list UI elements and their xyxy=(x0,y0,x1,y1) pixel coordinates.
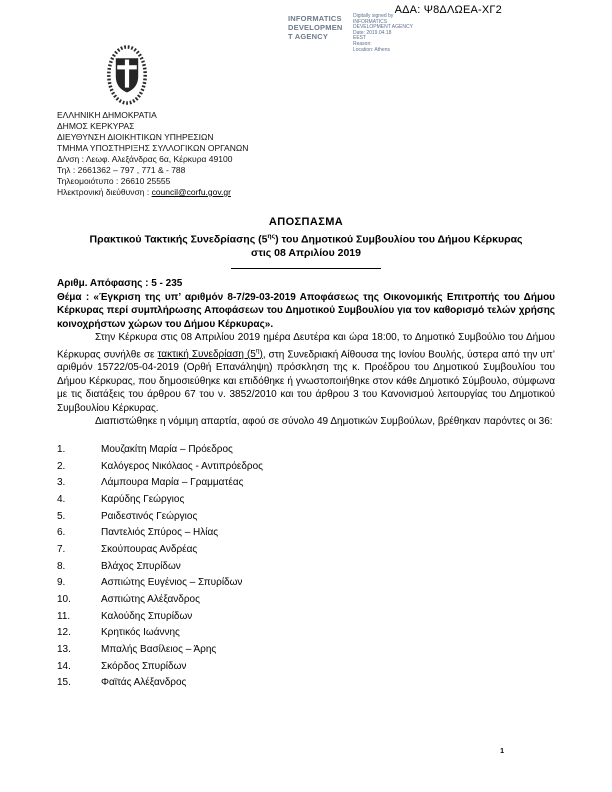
org-phone: Τηλ : 2661362 – 797 , 771 & - 788 xyxy=(57,165,186,175)
org-email-label: Ηλεκτρονική διεύθυνση : xyxy=(57,187,152,197)
attendee-number: 9. xyxy=(57,577,66,589)
paragraph-segment: ) xyxy=(259,348,263,360)
decision-subject: Θέμα : «Έγκριση της υπ’ αριθμόν 8-7/29-03-2019 Αποφάσεως της Οικονομικής Επιτροπής του Δήμου Κέρκυρας περί συμπλήρωσης Αποφάσεων του Δημοτικού Συμβουλίου για τον καθορισμό τελών χρήσης κοινοχρήστων χώρων του Δήμου Κέρκυρας». xyxy=(57,291,555,330)
page-number: 1 xyxy=(500,748,504,755)
attendee-row xyxy=(57,560,555,574)
attendee-number: 6. xyxy=(57,527,66,539)
signature-detail-line: DEVELOPMENT AGENCY xyxy=(353,24,413,31)
paragraph-session-intro xyxy=(57,331,555,415)
attendee-number: 3. xyxy=(57,477,66,489)
org-line-municipality: ΔΗΜΟΣ ΚΕΡΚΥΡΑΣ xyxy=(57,121,135,131)
session-title-line xyxy=(57,230,555,247)
attendee-number: 11. xyxy=(57,610,71,622)
attendee-number: 15. xyxy=(57,677,71,689)
attendee-name: Ασπιώτης Ευγένιος – Σπυρίδων xyxy=(101,577,243,589)
attendee-name: Σκόρδος Σπυρίδων xyxy=(101,660,187,672)
attendee-name: Σκούπουρας Ανδρέας xyxy=(101,543,198,555)
signature-agency-line: INFORMATICS xyxy=(288,14,342,23)
paragraph-segment: , στη Συνεδριακή Αίθουσα της Ιονίου Βουλής, ύστερα από την υπ’ αριθμόν 15722/05-04-2019 (Ορθή Επανάληψη) πρόσκληση της κ. Προέδρου του Δημοτικού Συμβουλίου του Δήμου Κέρκυρας, που δημοσιεύθηκε και επιδόθηκε ή γνωστοποιήθηκε στον κάθε Δημοτικό Σύμβουλο, σύμφωνα με τις διατάξεις του άρθρου 67 του ν. 3852/2010 και του άρθρου 3 του Κανονισμού λειτουργίας του Δημοτικού Συμβουλίου Κέρκυρας. xyxy=(57,348,556,414)
hellenic-republic-emblem-icon xyxy=(106,44,148,106)
attendee-name: Ραιδεστινός Γεώργιος xyxy=(101,510,198,522)
attendee-row xyxy=(57,660,555,674)
attendee-number: 14. xyxy=(57,660,71,672)
org-address: Δ/νση : Λεωφ. Αλεξάνδρας 6α, Κέρκυρα 49100 xyxy=(57,154,233,164)
attendee-number: 5. xyxy=(57,510,66,522)
attendee-row xyxy=(57,643,555,657)
attendee-number: 2. xyxy=(57,460,66,472)
decision-number: Αριθμ. Απόφασης : 5 - 235 xyxy=(57,278,183,289)
attendee-number: 12. xyxy=(57,627,71,639)
attendee-name: Βλάχος Σπυρίδων xyxy=(101,560,181,572)
signature-detail-line: Reason: xyxy=(353,40,372,47)
org-email-link[interactable]: council@corfu.gov.gr xyxy=(151,187,231,197)
attendee-row xyxy=(57,626,555,640)
letterhead xyxy=(57,110,248,198)
attendee-name: Φαϊτάς Αλέξανδρος xyxy=(101,677,187,689)
attendee-number: 4. xyxy=(57,493,66,505)
attendee-number: 10. xyxy=(57,594,71,606)
digital-signature-stamp xyxy=(288,14,413,53)
attendee-row xyxy=(57,593,555,607)
attendee-row xyxy=(57,576,555,590)
org-line-republic: ΕΛΛΗΝΙΚΗ ΔΗΜΟΚΡΑΤΙΑ xyxy=(57,110,157,120)
attendee-name: Ασπιώτης Αλέξανδρος xyxy=(101,594,200,606)
session-title-pre: Πρακτικού Τακτικής Συνεδρίασης (5 xyxy=(89,233,268,245)
attendee-number: 1. xyxy=(57,443,66,455)
document-title: ΑΠΟΣΠΑΣΜΑ xyxy=(268,216,344,228)
attendee-name: Μουζακίτη Μαρία – Πρόεδρος xyxy=(101,443,233,455)
attendee-name: Παντελιός Σπύρος – Ηλίας xyxy=(101,527,219,539)
signature-detail-line: Digitally signed by xyxy=(353,13,394,19)
signature-detail-line: INFORMATICS xyxy=(353,18,388,25)
attendee-name: Μπαλής Βασίλειος – Άρης xyxy=(101,644,217,656)
title-divider xyxy=(231,268,381,269)
attendee-row xyxy=(57,476,555,490)
attendee-row xyxy=(57,493,555,507)
attendee-row xyxy=(57,526,555,540)
attendee-number: 8. xyxy=(57,560,66,572)
underlined-session-phrase xyxy=(158,349,263,360)
paragraph-segment: Στην Κέρκυρα στις 08 Απριλίου 2019 ημέρα Δευτέρα και ώρα 18:00, το Δημοτικό Συμβούλιο του Δήμου Κέρκυρας συνήλθε σε xyxy=(57,332,555,360)
attendee-name: Καλούδης Σπυρίδων xyxy=(101,610,193,622)
attendee-row xyxy=(57,543,555,557)
paragraph-quorum: Διαπιστώθηκε η νόμιμη απαρτία, αφού σε σύνολο 49 Δημοτικών Συμβούλων, βρέθηκαν παρόντες οι 36: xyxy=(95,416,553,428)
session-title-sup: ης xyxy=(267,232,276,240)
attendee-row xyxy=(57,610,555,624)
document-body xyxy=(57,216,555,693)
attendee-list xyxy=(57,443,555,690)
session-date-line: στις 08 Απριλίου 2019 xyxy=(251,246,361,259)
session-title-post: ) του Δημοτικού Συμβουλίου του Δήμου Κέρκυρας xyxy=(275,233,523,245)
attendee-row xyxy=(57,676,555,690)
attendee-row xyxy=(57,460,555,474)
signature-agency-name xyxy=(288,14,346,53)
org-line-department: ΤΜΗΜΑ ΥΠΟΣΤΗΡΙΞΗΣ ΣΥΛΛΟΓΙΚΩΝ ΟΡΓΑΝΩΝ xyxy=(57,143,249,153)
paragraph-segment: τακτική Συνεδρίαση (5 xyxy=(157,348,256,360)
signature-detail-line: EEST xyxy=(353,35,367,42)
signature-agency-line: T AGENCY xyxy=(288,32,329,41)
signature-detail-line: Location: Athens xyxy=(353,46,390,53)
org-email-line xyxy=(57,187,248,198)
attendee-name: Καρύδης Γεώργιος xyxy=(101,493,185,505)
org-line-directorate: ΔΙΕΥΘΥΝΣΗ ΔΙΟΙΚΗΤΙΚΩΝ ΥΠΗΡΕΣΙΩΝ xyxy=(57,132,214,142)
attendee-row xyxy=(57,443,555,457)
signature-detail-line: Date: 2019.04.18 xyxy=(353,29,392,36)
attendee-name: Καλόγερος Νικόλαος - Αντιπρόεδρος xyxy=(101,460,263,472)
attendee-number: 13. xyxy=(57,644,71,656)
attendee-name: Λάμπουρα Μαρία – Γραμματέας xyxy=(101,477,244,489)
attendee-name: Κρητικός Ιωάννης xyxy=(101,627,180,639)
attendee-number: 7. xyxy=(57,543,66,555)
ada-code: ΑΔΑ: Ψ8ΔΛΩΕΑ-ΧΓ2 xyxy=(394,4,502,16)
signature-agency-line: DEVELOPMEN xyxy=(288,23,343,32)
paragraph-segment-sup: η xyxy=(255,347,260,355)
attendee-row xyxy=(57,510,555,524)
signature-details xyxy=(353,14,413,53)
org-fax: Τηλεομοιότυπο : 26610 25555 xyxy=(57,176,171,186)
